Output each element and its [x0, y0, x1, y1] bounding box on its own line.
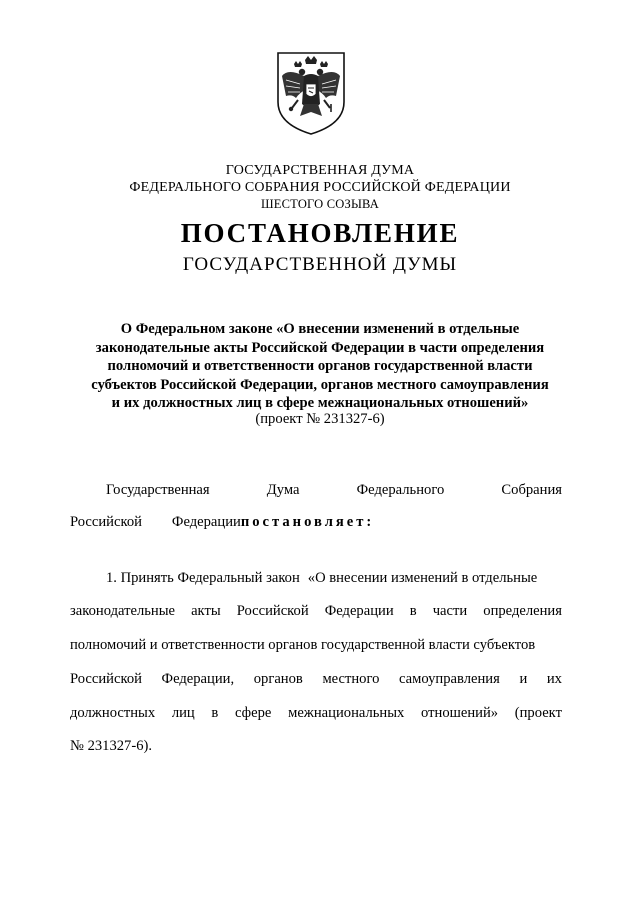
paragraph-line: [70, 705, 562, 722]
paragraph-text: полномочий и ответственности органов государственной власти субъектов: [70, 637, 536, 653]
paragraph-word: определения: [483, 603, 562, 619]
preamble-word: Дума: [266, 482, 300, 498]
paragraph-line: [70, 738, 562, 755]
preamble-line-1: [106, 482, 562, 499]
paragraph-word: Российской: [70, 671, 142, 687]
subject-line: законодательные акты Российской Федерации в части определения: [95, 339, 545, 356]
preamble-word: Российской: [70, 514, 142, 530]
paragraph-word: должностных: [70, 705, 156, 721]
paragraph-line: [70, 637, 562, 654]
preamble-word: Федерального: [356, 482, 445, 498]
paragraph-text: № 231327-6).: [70, 738, 153, 754]
paragraph-word: (проект: [514, 705, 562, 721]
paragraph-word: части: [432, 603, 468, 619]
paragraph-word: Федерации,: [161, 671, 235, 687]
paragraph-word: законодательные: [70, 603, 175, 619]
paragraph-word: их: [546, 671, 562, 687]
paragraph-word: лиц: [171, 705, 195, 721]
header-line-2: ФЕДЕРАЛЬНОГО СОБРАНИЯ РОССИЙСКОЙ ФЕДЕРАЦИИ: [129, 180, 511, 195]
preamble-word: Собрания: [501, 482, 562, 498]
paragraph-word: местного: [322, 671, 380, 687]
preamble-word: Федерации: [171, 514, 241, 530]
paragraph-line: [106, 570, 562, 587]
russian-coat-of-arms-icon: [274, 50, 348, 136]
subject-line: и их должностных лиц в сфере межнациональных отношений»: [111, 395, 529, 411]
document-type: ПОСТАНОВЛЕНИЕ: [180, 218, 460, 248]
paragraph-word: органов: [253, 671, 303, 687]
resolves-keyword: постановляет:: [240, 514, 375, 530]
paragraph-word: акты: [191, 603, 221, 619]
project-number: (проект № 231327-6): [255, 411, 385, 427]
preamble-line-2: [70, 514, 562, 531]
paragraph-text: «О внесении изменений в отдельные: [307, 570, 538, 586]
subject-line: субъектов Российской Федерации, органов местного самоуправления: [91, 376, 549, 393]
paragraph-line: [70, 671, 562, 688]
preamble-word: Государственная: [106, 482, 210, 498]
paragraph-word: самоуправления: [399, 671, 500, 687]
paragraph-word: межнациональных: [288, 705, 405, 721]
document-subtitle: ГОСУДАРСТВЕННОЙ ДУМЫ: [182, 254, 458, 275]
paragraph-word: Российской: [236, 603, 309, 619]
paragraph-word: Федерации: [324, 603, 394, 619]
paragraph-line: [70, 603, 562, 620]
subject-line: О Федеральном законе «О внесении изменений в отдельные: [120, 321, 520, 337]
document-subject: [40, 320, 600, 413]
paragraph-word: в: [409, 603, 417, 619]
paragraph-word: сфере: [235, 705, 272, 721]
header-line-1: ГОСУДАРСТВЕННАЯ ДУМА: [225, 163, 415, 178]
subject-line: полномочий и ответственности органов государственной власти: [107, 358, 533, 374]
paragraph-word: отношений»: [421, 705, 499, 721]
header-line-3: ШЕСТОГО СОЗЫВА: [260, 197, 380, 211]
paragraph-text: 1. Принять Федеральный закон: [106, 570, 300, 586]
paragraph-word: и: [519, 671, 528, 687]
paragraph-word: в: [211, 705, 219, 721]
